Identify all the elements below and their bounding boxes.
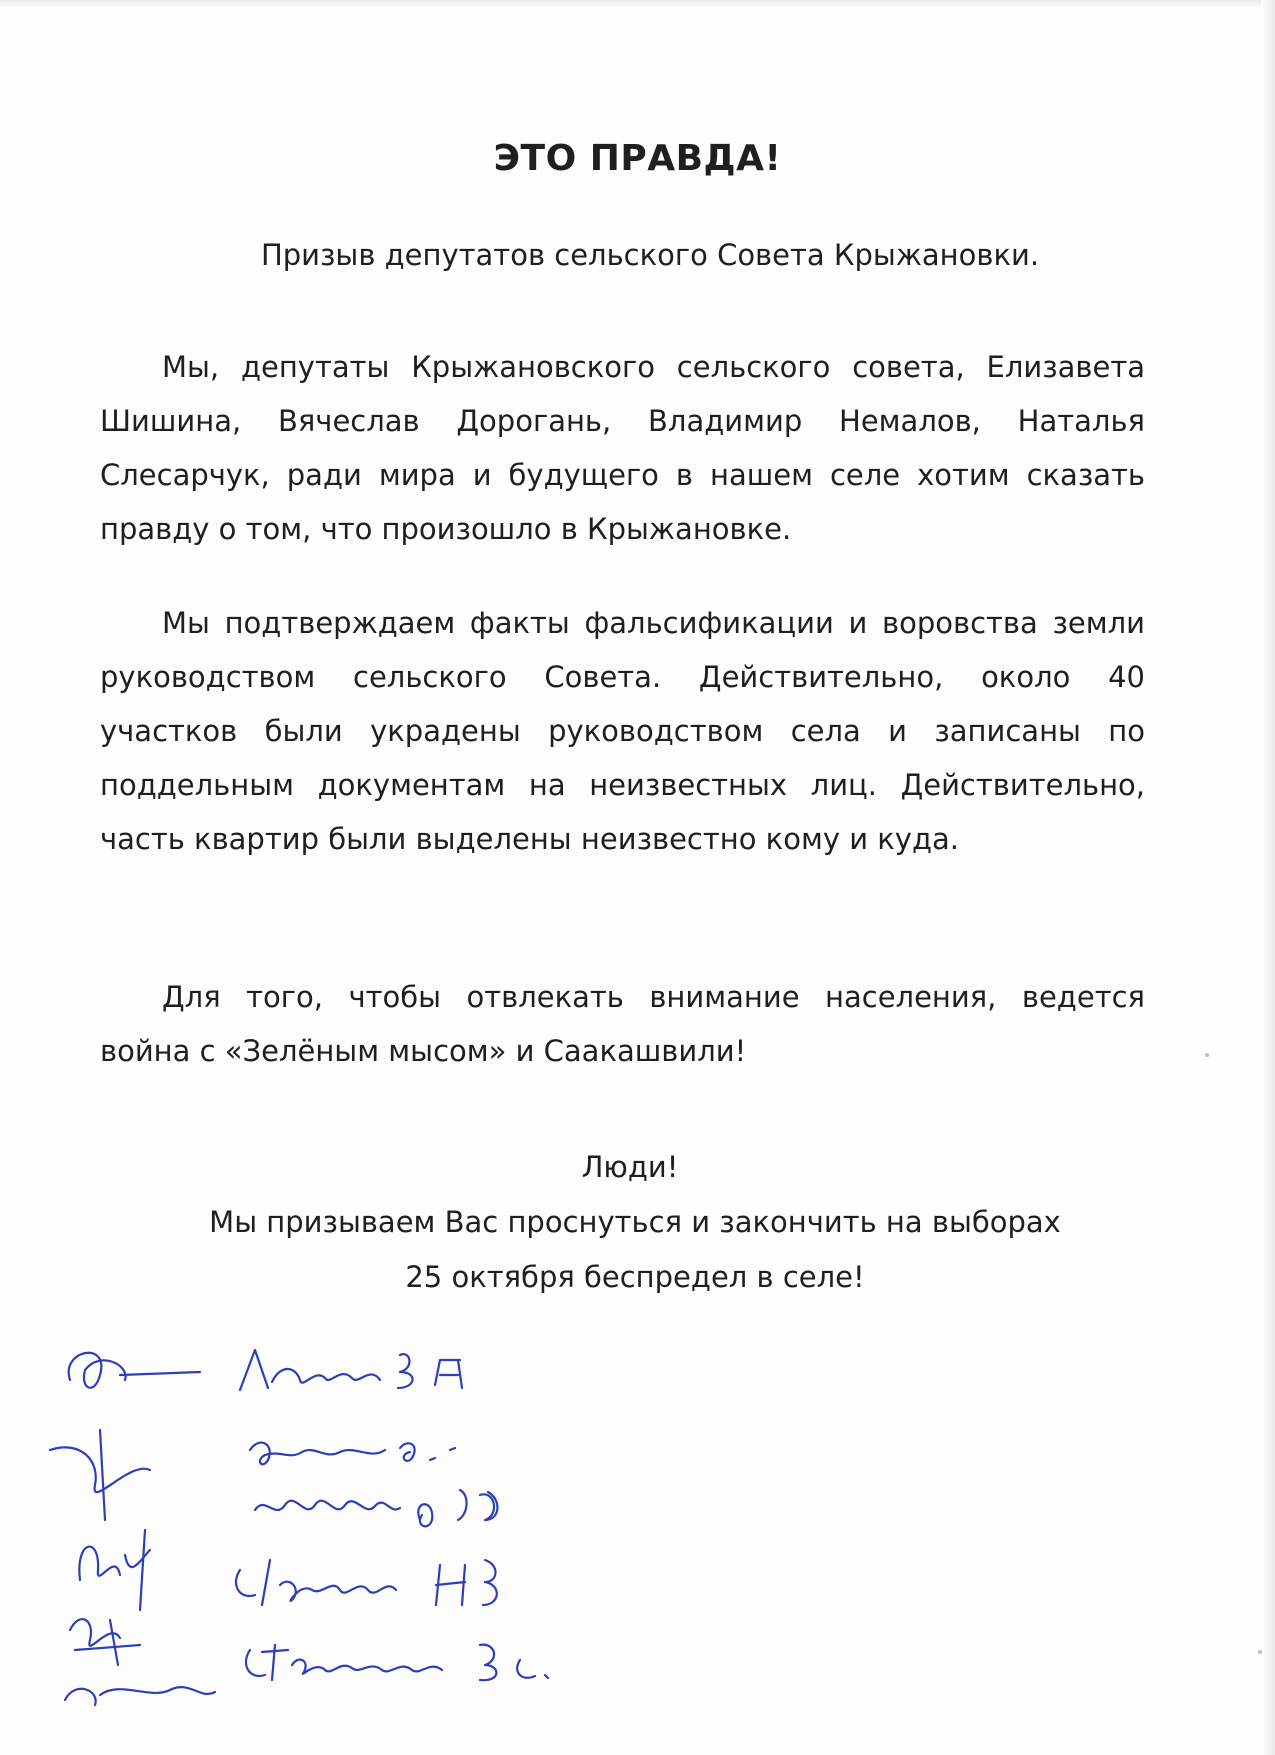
signature-mark-2 bbox=[50, 1430, 150, 1520]
scan-speck bbox=[1205, 1053, 1209, 1057]
paragraph-deputies-statement: Мы, депутаты Крыжановского сельского совета, Елизавета Шишина, Вячеслав Дорогань, Владимир Немалов, Наталья Слесарчук, ради мира и будущего в нашем селе хотим сказать правду о том, что произошло в Крыжановке. bbox=[100, 350, 1145, 546]
document-title: ЭТО ПРАВДА! bbox=[493, 138, 782, 179]
paragraph-land-falsification: Мы подтверждаем факты фальсификации и воровства земли руководством сельского Совета. Действительно, около 40 участков были украдены руководством села и записаны по поддельным документам на неизвестных лиц. Действительно, часть квартир были выделены неизвестно кому и куда. bbox=[100, 606, 1145, 856]
signature-name-4 bbox=[236, 1560, 497, 1605]
signature-mark-3 bbox=[79, 1530, 150, 1610]
scan-top-edge bbox=[0, 0, 1275, 8]
handwritten-signatures bbox=[40, 1320, 800, 1720]
paragraph-distraction: Для того, чтобы отвлекать внимание населения, ведется война с «Зелёным мысом» и Саакашвили! bbox=[100, 980, 1145, 1068]
signature-name-3 bbox=[255, 1490, 497, 1526]
scan-speck bbox=[1258, 1650, 1262, 1654]
closing-appeal-heading: Люди! bbox=[581, 1150, 679, 1184]
signature-mark-1 bbox=[69, 1353, 200, 1388]
closing-appeal-date: 25 октября беспредел в селе! bbox=[405, 1260, 865, 1294]
signature-mark-5 bbox=[65, 1687, 215, 1705]
signature-name-1 bbox=[240, 1350, 462, 1390]
scan-right-edge bbox=[1261, 0, 1275, 1755]
closing-appeal-line: Мы призываем Вас проснуться и закончить на выборах bbox=[209, 1205, 1061, 1239]
signature-mark-4 bbox=[70, 1619, 140, 1665]
signature-name-2 bbox=[250, 1443, 455, 1465]
document-subtitle: Призыв депутатов сельского Совета Крыжановки. bbox=[260, 238, 1040, 272]
signature-name-5 bbox=[246, 1645, 548, 1680]
